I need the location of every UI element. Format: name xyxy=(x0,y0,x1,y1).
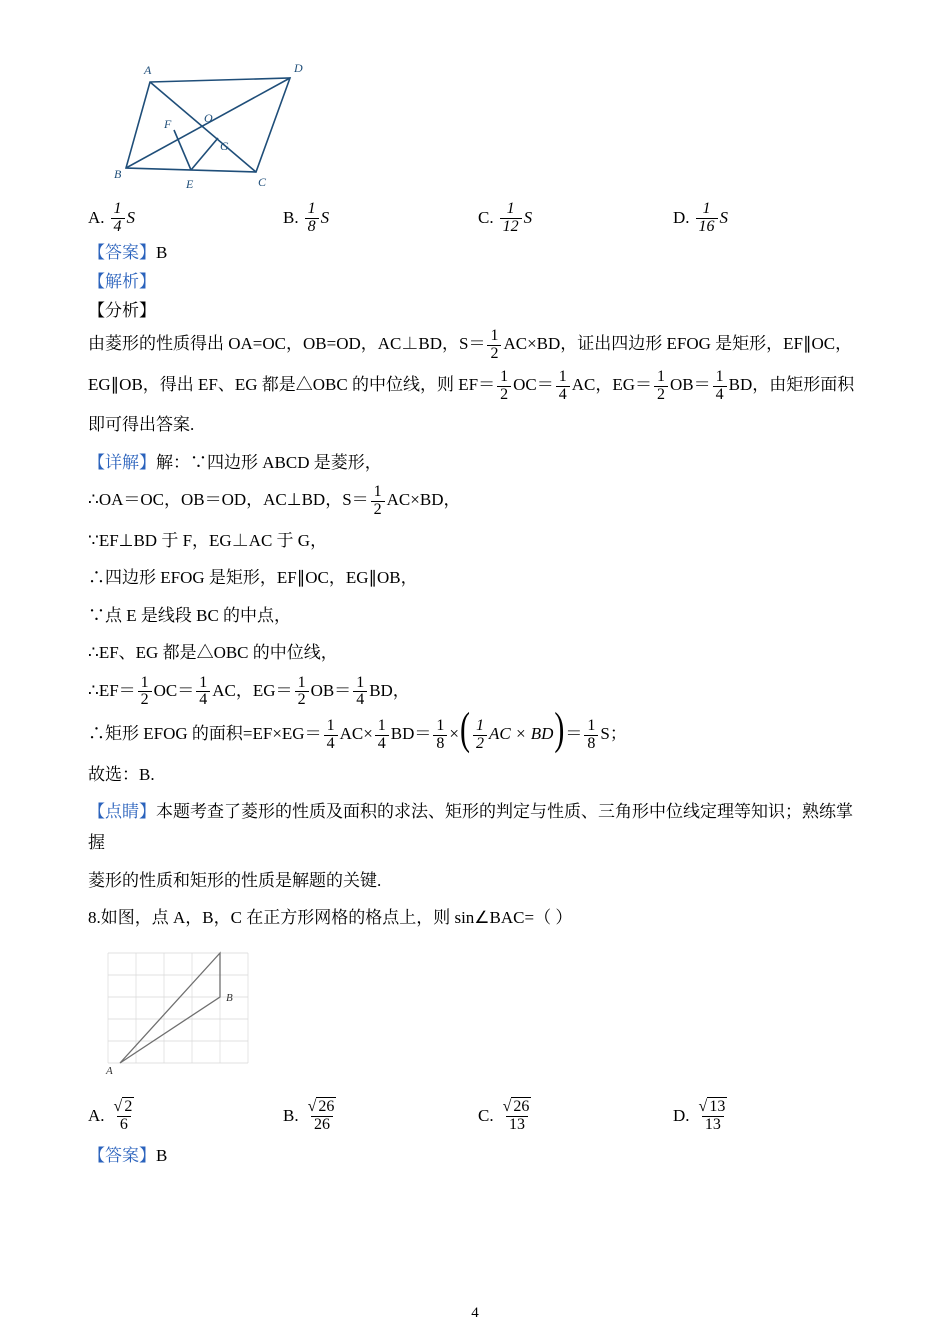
frac-1-8: $\frac{1}{8}$ xyxy=(433,718,447,753)
figure-grid-triangle xyxy=(98,943,860,1093)
q7-answer-line xyxy=(88,238,860,267)
frac-1-2: $\frac{1}{2}$ xyxy=(138,675,152,710)
left-paren: ( xyxy=(460,704,470,755)
frac-1-4: $\frac{1}{4}$ xyxy=(196,675,210,710)
q8-option-a-fraction: $\frac{√ 2}{6}$ xyxy=(111,1099,138,1134)
q7-answer-tag: 【答案】 xyxy=(88,242,156,262)
q8-option-c[interactable] xyxy=(478,1099,673,1134)
q8-option-a[interactable] xyxy=(88,1099,283,1134)
q7-analysis-line xyxy=(88,267,860,296)
q7-option-a-fraction: $\frac{1}{4}$ xyxy=(111,201,125,236)
q8-option-b-label: B. xyxy=(283,1106,299,1126)
q8-option-a-label: A. xyxy=(88,1106,105,1126)
figure1-label-O: O xyxy=(204,111,213,125)
q7-detail-line-7: ∴EF＝ $\frac{1}{2}$ OC＝ $\frac{1}{4}$ AC，EG＝ $\frac{1}{2}$ OB＝ $\frac{1}{4}$ BD， xyxy=(88,673,410,709)
q7-option-b-label: B. xyxy=(283,208,299,228)
figure1-label-G: G xyxy=(220,139,229,153)
q7-option-b[interactable] xyxy=(283,201,478,236)
frac-1-2: $\frac{1}{2}$ xyxy=(295,675,309,710)
frac-1-2: $\frac{1}{2}$ xyxy=(487,328,501,363)
sqrt-a: √ 2 xyxy=(113,1097,133,1115)
frac-1-8: $\frac{1}{8}$ xyxy=(584,718,598,753)
q7-detail-line-3: ∵EF⊥BD 于 F，EG⊥AC 于 G， xyxy=(88,530,328,550)
q7-detail-line-5: ∵点 E 是线段 BC 的中点， xyxy=(88,605,292,625)
q8-answer-tag: 【答案】 xyxy=(88,1146,156,1166)
q7-option-a[interactable] xyxy=(88,201,283,236)
figure2-label-A: A xyxy=(106,1064,113,1077)
q7-options-row xyxy=(88,201,860,236)
q8-options-row xyxy=(88,1099,860,1134)
q7-detail-line-6: ∴EF、EG 都是△OBC 的中位线， xyxy=(88,643,338,663)
q7-detail-tag: 【详解】 xyxy=(88,452,156,472)
page-content xyxy=(88,60,860,1171)
q7-analysis-tag: 【解析】 xyxy=(88,271,156,291)
q7-fenxi-tag: 【分析】 xyxy=(88,300,156,320)
sqrt-b: √ 26 xyxy=(307,1097,335,1115)
figure1-label-B: B xyxy=(114,167,122,181)
q7-fenxi-line xyxy=(88,296,860,325)
q7-option-b-fraction: $\frac{1}{8}$ xyxy=(305,201,319,236)
q7-conclusion: 故选：B. xyxy=(88,764,155,784)
q8-option-b-fraction: $\frac{√ 26}{26}$ xyxy=(305,1099,340,1134)
frac-1-2: $\frac{1}{2}$ xyxy=(654,369,668,404)
frac-1-4: $\frac{1}{4}$ xyxy=(713,369,727,404)
grid-triangle-svg xyxy=(98,943,278,1088)
frac-1-2: $\frac{1}{2}$ xyxy=(497,369,511,404)
q7-dianjing-line-2: 菱形的性质和矩形的性质是解题的关键. xyxy=(88,870,382,890)
rhombus-diagram-svg xyxy=(108,60,338,190)
figure1-label-A: A xyxy=(144,63,152,77)
q8-option-c-fraction: $\frac{√ 26}{13}$ xyxy=(500,1099,535,1134)
q7-option-a-suffix: S xyxy=(126,208,136,228)
figure1-label-C: C xyxy=(258,175,267,189)
q8-answer-line xyxy=(88,1141,860,1170)
figure1-label-E: E xyxy=(186,177,194,190)
q8-option-d-label: D. xyxy=(673,1106,690,1126)
q7-answer-value: B xyxy=(156,242,168,262)
q7-analysis-para-1: 由菱形的性质得出 OA=OC，OB=OD，AC⊥BD，S＝ $\frac{1}{2}$ AC×BD，证出四边形 EFOG 是矩形，EF∥OC， xyxy=(88,327,853,362)
q7-analysis-para-3: 即可得出答案. xyxy=(88,415,195,435)
q7-option-a-label: A. xyxy=(88,208,105,228)
q7-option-d[interactable] xyxy=(673,201,728,236)
figure1-label-F: F xyxy=(164,117,172,131)
q8-option-d[interactable] xyxy=(673,1099,732,1134)
frac-1-4: $\frac{1}{4}$ xyxy=(556,369,570,404)
frac-1-2: $\frac{1}{2}$ xyxy=(371,484,385,519)
q8-option-c-label: C. xyxy=(478,1106,494,1126)
q7-dianjing-tag: 【点睛】 xyxy=(88,801,156,821)
frac-1-4: $\frac{1}{4}$ xyxy=(375,718,389,753)
frac-1-4: $\frac{1}{4}$ xyxy=(324,718,338,753)
q7-detail-line-4: ∴四边形 EFOG 是矩形，EF∥OC，EG∥OB， xyxy=(88,568,418,588)
figure2-label-B: B xyxy=(226,991,233,1004)
q7-detail-line-1: 【详解】解：∵四边形 ABCD 是菱形， xyxy=(88,452,382,472)
sqrt-d: √ 13 xyxy=(698,1097,726,1115)
q7-option-c-fraction: $\frac{1}{12}$ xyxy=(500,201,522,236)
q8-answer-value: B xyxy=(156,1146,168,1166)
frac-1-2-italic: $\frac{1}{2}$ xyxy=(473,718,487,753)
q7-analysis-para-2: EG∥OB，得出 EF、EG 都是△OBC 的中位线，则 EF＝ $\frac{1}{2}$ OC＝ $\frac{1}{4}$ AC，EG＝ $\frac{1}{2}$ OB＝ $\frac{1}{4}$ BD，由矩形面积 xyxy=(88,367,855,403)
q7-detail-line-8: ∴矩形 EFOG 的面积=EF×EG＝ $\frac{1}{4}$ AC× $\frac{1}{4}$ BD＝ $\frac{1}{8}$ ×( $\frac{1}{2}$ AC × BD)＝ $\frac{1}{8}$ S； xyxy=(88,704,627,755)
q7-option-d-fraction: $\frac{1}{16}$ xyxy=(696,201,718,236)
figure-rhombus-abcd xyxy=(108,60,860,195)
q7-option-c-suffix: S xyxy=(523,208,533,228)
q8-option-d-fraction: $\frac{√ 13}{13}$ xyxy=(696,1099,731,1134)
q7-option-d-label: D. xyxy=(673,208,690,228)
frac-1-4: $\frac{1}{4}$ xyxy=(353,675,367,710)
q7-detail-line-2: ∴OA＝OC，OB＝OD，AC⊥BD，S＝ $\frac{1}{2}$ AC×BD， xyxy=(88,483,461,519)
q7-option-d-suffix: S xyxy=(719,208,729,228)
q8-option-b[interactable] xyxy=(283,1099,478,1134)
q8-stem: 8.如图，点 A，B，C 在正方形网格的格点上，则 sin∠BAC=（ ） xyxy=(88,908,573,928)
sqrt-c: √ 26 xyxy=(502,1097,530,1115)
page-number: 4 xyxy=(471,1305,479,1321)
right-paren: ) xyxy=(554,704,565,755)
q7-option-c[interactable] xyxy=(478,201,673,236)
q7-dianjing-line-1: 【点睛】本题考查了菱形的性质及面积的求法、矩形的判定与性质、三角形中位线定理等知识；熟练掌握 xyxy=(88,801,853,853)
q7-option-c-label: C. xyxy=(478,208,494,228)
figure1-label-D: D xyxy=(294,61,303,75)
q7-option-b-suffix: S xyxy=(320,208,330,228)
